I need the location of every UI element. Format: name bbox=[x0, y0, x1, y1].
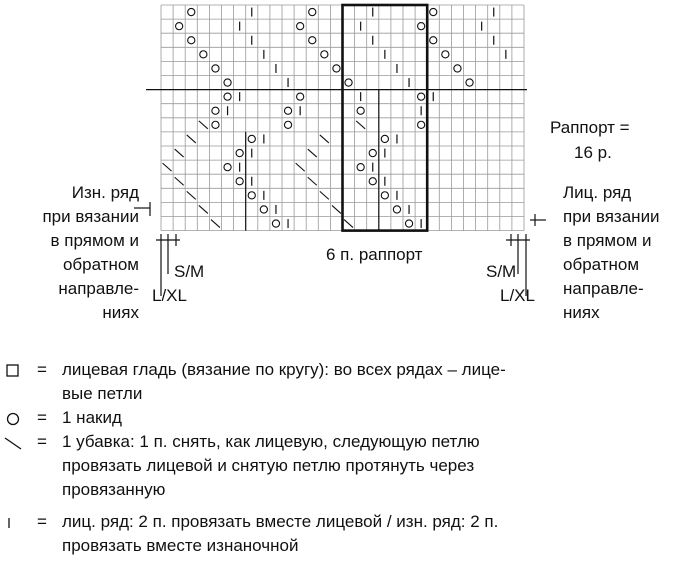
yarn-over-mark bbox=[248, 192, 255, 199]
yarn-over-mark bbox=[284, 107, 291, 114]
legend-text bbox=[62, 510, 642, 558]
yarn-over-mark bbox=[321, 51, 328, 58]
yarn-over-circle-icon bbox=[4, 408, 22, 428]
decrease-mark bbox=[320, 135, 329, 143]
yarn-over-mark bbox=[430, 8, 437, 15]
left-row-line: в прямом и bbox=[50, 231, 139, 250]
yarn-over-mark bbox=[309, 37, 316, 44]
yarn-over-mark bbox=[381, 192, 388, 199]
right-row-line: Лиц. ряд bbox=[563, 183, 632, 202]
legend-item-decrease bbox=[0, 430, 690, 502]
yarn-over-mark bbox=[418, 23, 425, 30]
left-row-line: при вязании bbox=[42, 207, 139, 226]
decrease-mark bbox=[296, 163, 305, 171]
left-row-line: ниях bbox=[102, 303, 139, 322]
repeat-title: Раппорт = bbox=[550, 118, 630, 137]
decrease-mark bbox=[308, 149, 317, 157]
legend-equals: = bbox=[37, 408, 47, 427]
repeat-value: 16 р. bbox=[574, 143, 612, 162]
knit-square-icon bbox=[4, 360, 22, 380]
yarn-over-mark bbox=[381, 135, 388, 142]
yarn-over-mark bbox=[272, 220, 279, 227]
decrease-mark bbox=[199, 205, 208, 213]
yarn-over-mark bbox=[369, 178, 376, 185]
decrease-mark bbox=[187, 191, 196, 199]
legend-line: вые петли bbox=[62, 384, 143, 403]
left-row-line: направле- bbox=[58, 279, 139, 298]
yarn-over-mark bbox=[224, 164, 231, 171]
right-row-line: ниях bbox=[563, 303, 600, 322]
decrease-mark bbox=[175, 177, 184, 185]
legend-line: провязанную bbox=[62, 480, 166, 499]
yarn-over-mark bbox=[200, 51, 207, 58]
legend-text bbox=[62, 358, 642, 406]
left-row-line: обратном bbox=[62, 255, 139, 274]
yarn-over-mark bbox=[212, 107, 219, 114]
decrease-mark bbox=[211, 220, 220, 228]
decrease-mark bbox=[320, 191, 329, 199]
yarn-over-mark bbox=[418, 93, 425, 100]
decrease-mark bbox=[175, 149, 184, 157]
yarn-over-mark bbox=[176, 23, 183, 30]
left-size-sm: S/M bbox=[174, 262, 205, 281]
legend-item-knit bbox=[0, 358, 690, 406]
yarn-over-mark bbox=[357, 164, 364, 171]
yarn-over-mark bbox=[333, 65, 340, 72]
yarn-over-mark bbox=[212, 65, 219, 72]
right-row-line: в прямом и bbox=[563, 231, 652, 250]
decrease-mark bbox=[187, 135, 196, 143]
yarn-over-mark bbox=[236, 149, 243, 156]
left-size-lxl: L/XL bbox=[152, 286, 187, 305]
yarn-over-mark bbox=[188, 37, 195, 44]
decrease-slash-icon bbox=[4, 432, 22, 452]
k2tog-bar-icon bbox=[4, 512, 22, 532]
legend-line: лиц. ряд: 2 п. провязать вместе лицевой / изн. ряд: 2 п. bbox=[62, 512, 499, 531]
yarn-over-mark bbox=[224, 79, 231, 86]
decrease-mark bbox=[344, 220, 353, 228]
legend-item-k2tog bbox=[0, 510, 690, 558]
left-row-line: Изн. ряд bbox=[71, 183, 139, 202]
yarn-over-mark bbox=[369, 149, 376, 156]
legend-text bbox=[62, 430, 642, 502]
yarn-over-mark bbox=[260, 206, 267, 213]
yarn-over-mark bbox=[212, 121, 219, 128]
yarn-over-mark bbox=[284, 121, 291, 128]
legend-line: провязать лицевой и снятую петлю протянуть через bbox=[62, 456, 475, 475]
decrease-mark bbox=[199, 121, 208, 129]
yarn-over-mark bbox=[393, 206, 400, 213]
yarn-over-mark bbox=[418, 121, 425, 128]
legend-line: провязать вместе изнаночной bbox=[62, 536, 299, 555]
right-row-line: при вязании bbox=[563, 207, 660, 226]
legend-text bbox=[62, 406, 642, 430]
legend-equals: = bbox=[37, 360, 47, 379]
yarn-over-mark bbox=[442, 51, 449, 58]
yarn-over-mark bbox=[188, 8, 195, 15]
yarn-over-mark bbox=[224, 93, 231, 100]
yarn-over-mark bbox=[297, 93, 304, 100]
yarn-over-mark bbox=[236, 178, 243, 185]
right-size-sm: S/M bbox=[486, 262, 517, 281]
legend-line: лицевая гладь (вязание по кругу): во всех рядах – лице- bbox=[62, 360, 506, 379]
right-row-line: направле- bbox=[563, 279, 644, 298]
decrease-mark bbox=[356, 121, 365, 129]
decrease-mark bbox=[308, 177, 317, 185]
yarn-over-mark bbox=[345, 79, 352, 86]
right-row-line: обратном bbox=[563, 255, 640, 274]
yarn-over-mark bbox=[405, 220, 412, 227]
legend-equals: = bbox=[37, 512, 47, 531]
legend-line: 1 убавка: 1 п. снять, как лицевую, следующую петлю bbox=[62, 432, 480, 451]
legend-equals: = bbox=[37, 432, 47, 451]
yarn-over-mark bbox=[357, 107, 364, 114]
legend-item-yarn-over bbox=[0, 406, 690, 430]
yarn-over-mark bbox=[430, 37, 437, 44]
decrease-mark bbox=[163, 163, 172, 171]
yarn-over-mark bbox=[297, 23, 304, 30]
stitch-repeat-label: 6 п. раппорт bbox=[326, 245, 423, 264]
yarn-over-mark bbox=[309, 8, 316, 15]
yarn-over-mark bbox=[466, 79, 473, 86]
legend-line: 1 накид bbox=[62, 408, 122, 427]
yarn-over-mark bbox=[248, 135, 255, 142]
right-size-lxl: L/XL bbox=[500, 286, 535, 305]
yarn-over-mark bbox=[454, 65, 461, 72]
decrease-mark bbox=[332, 205, 341, 213]
